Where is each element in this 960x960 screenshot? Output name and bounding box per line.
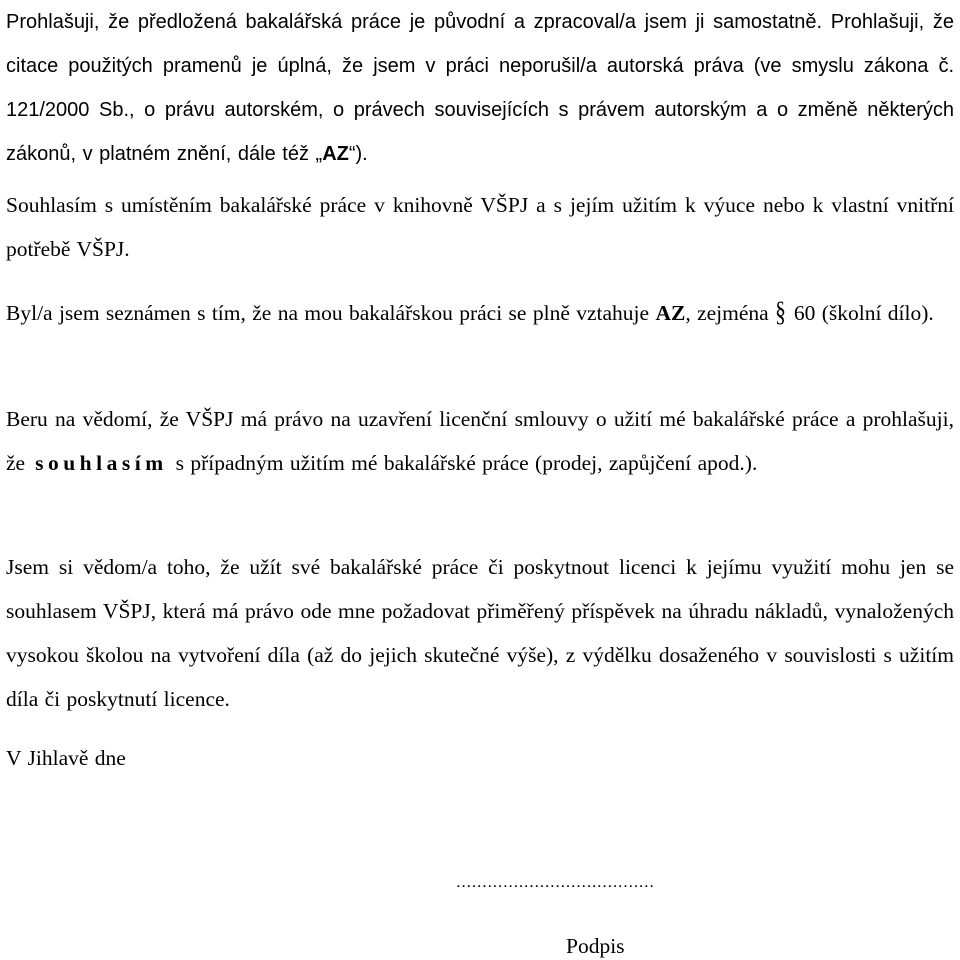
copyright-text-end: 60 (školní dílo).	[793, 301, 934, 325]
originality-text-end: “).	[348, 143, 368, 165]
signature-line: ......................................	[456, 872, 655, 891]
az-abbreviation: AZ	[322, 143, 349, 165]
copyright-text-mid: , zejména	[685, 301, 769, 325]
declaration-paragraph-usage-terms: Jsem si vědom/a toho, že užít své bakalářské práce či poskytnout licenci k jejímu využití mohu jen se souhlasem VŠPJ, která má právo ode mne požadovat přiměřený příspěvek na úhradu nákladů, vynaložených vysokou školou na vytvoření díla (až do jejich skutečné výše), z výdělku dosaženého v souvislosti s užitím díla či poskytnutí licence.	[6, 555, 954, 711]
declaration-paragraph-originality	[6, 0, 954, 176]
declaration-paragraph-license-agreement	[6, 397, 954, 485]
az-abbreviation: AZ	[655, 301, 686, 325]
declaration-paragraph-library-consent: Souhlasím s umístěním bakalářské práce v knihovně VŠPJ a s jejím užitím k výuce nebo k vlastní vnitřní potřebě VŠPJ.	[6, 193, 954, 261]
section-symbol: §	[775, 295, 786, 328]
signature-label: Podpis	[566, 934, 625, 958]
originality-text: Prohlašuji, že předložená bakalářská práce je původní a zpracoval/a jsem ji samostatně. Prohlašuji, že citace použitých pramenů je úplná, že jsem v práci neporušil/a autorská práva (ve smyslu zákona č. 121/2000 Sb., o právu autorském, o právech souvisejících s právem autorským a o změně některých zákonů, v platném znění, dále též „	[6, 11, 954, 165]
place-and-date: V Jihlavě dne	[6, 746, 126, 770]
consent-emphasis: souhlasím	[35, 451, 168, 475]
declaration-paragraph-copyright-awareness	[6, 291, 934, 335]
copyright-text: Byl/a jsem seznámen s tím, že na mou bakalářskou práci se plně vztahuje	[6, 301, 656, 325]
license-text: Beru na vědomí, že VŠPJ má právo na uzavření licenční smlouvy o užití mé bakalářské práce a prohlašuji, že	[6, 407, 954, 475]
license-text-end: s případným užitím mé bakalářské práce (prodej, zapůjčení apod.).	[175, 451, 758, 475]
